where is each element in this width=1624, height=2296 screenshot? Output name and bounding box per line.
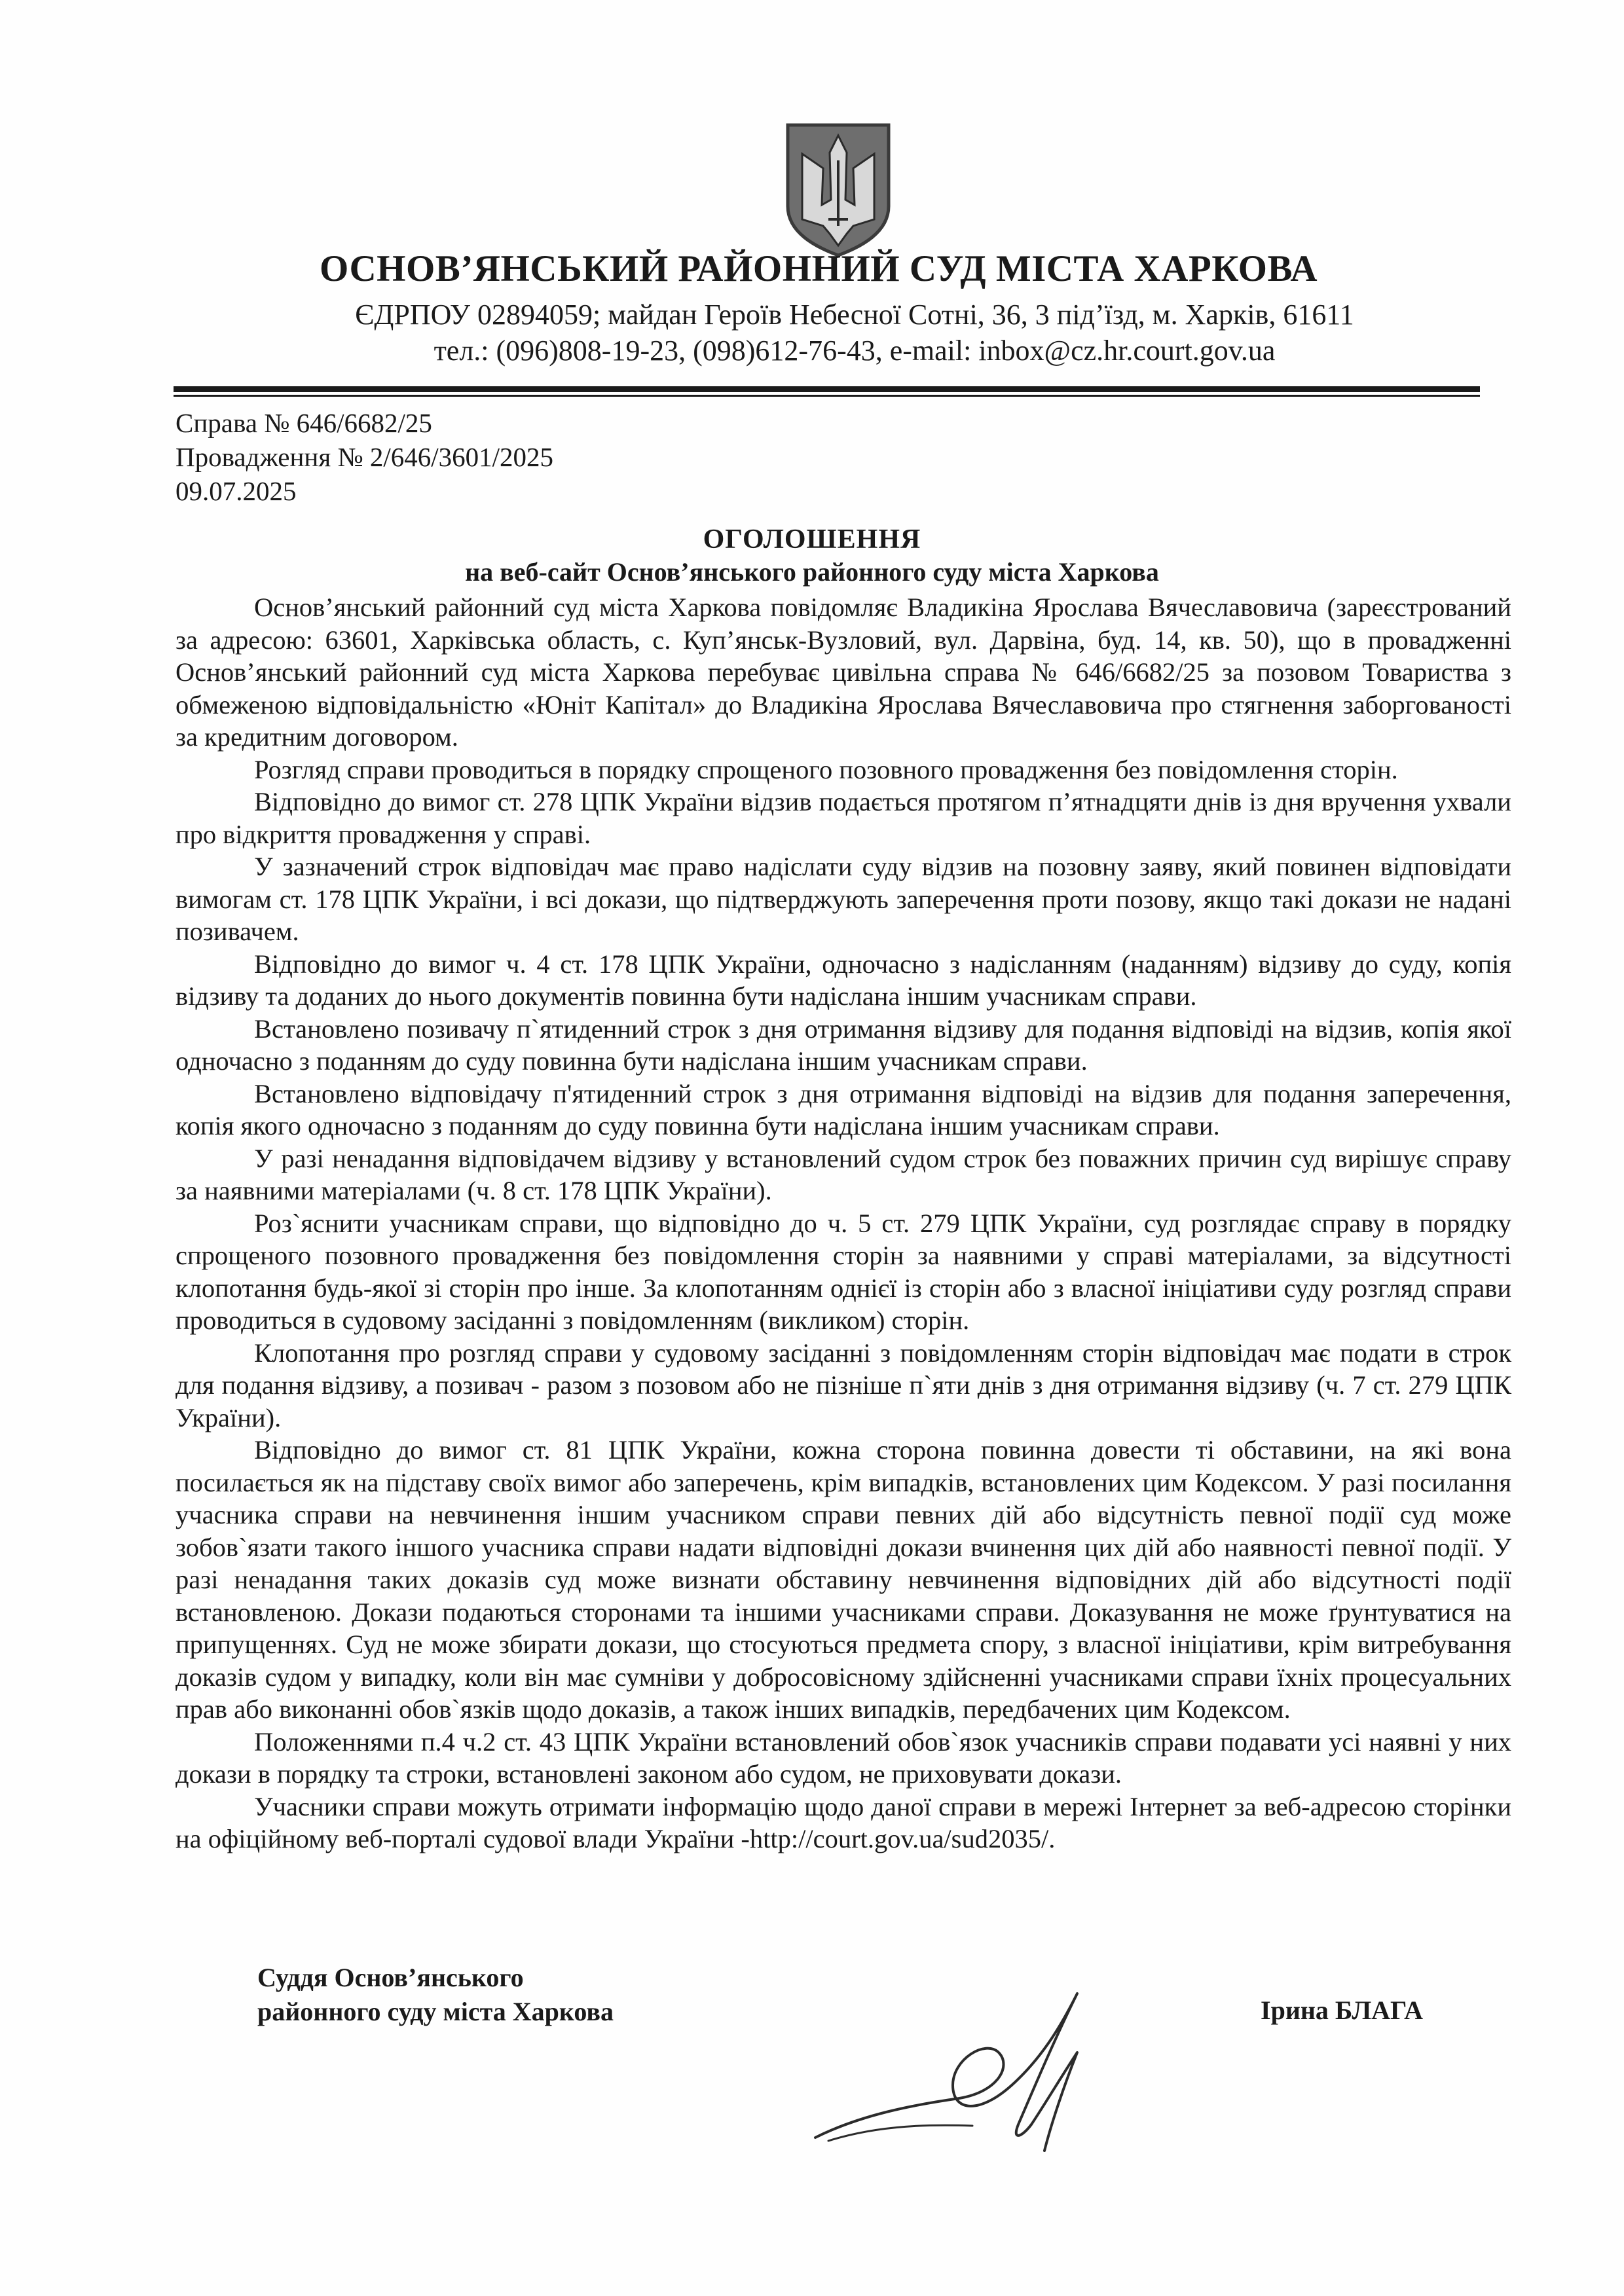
notice-paragraph: У зазначений строк відповідач має право надіслати суду відзив на позовну заяву, який повинен відповідати вимогам ст. 178 ЦПК України, і всі докази, що підтверджують заперечення проти позову, якщо такі докази не надані позивачем.: [175, 852, 1511, 946]
notice-paragraph: Відповідно до вимог ст. 81 ЦПК України, кожна сторона повинна довести ті обставини, на які вона посилається як на підставу своїх вимог або заперечень, крім випадків, встановлених цим Кодексом. У разі посилання учасника справи на невчинення іншим учасником справи певних дій або відсутність певної події суд може зобов`язати такого іншого учасника справи надати відповідні докази вчинення цих дій або наявності певної події. У разі ненадання таких доказів суд може визнати обставину невчинення відповідних дій або відсутності події встановленою. Докази подаються сторонами та іншими учасниками справи. Доказування не може ґрунтуватися на припущеннях. Суд не може збирати докази, що стосуються предмета спору, з власної ініціативи, крім витребування доказів судом у випадку, коли він має сумніви у добросовісному здійсненні учасниками справи їхніх процесуальних прав або виконанні обов`язків щодо доказів, а також інших випадків, передбачених цим Кодексом.: [175, 1435, 1511, 1724]
court-name: ОСНОВ’ЯНСЬКИЙ РАЙОННИЙ СУД МІСТА ХАРКОВА: [319, 248, 1318, 289]
notice-paragraph: У разі ненадання відповідачем відзиву у встановлений судом строк без поважних причин суд вирішує справу за наявними матеріалами (ч. 8 ст. 178 ЦПК України).: [175, 1143, 1511, 1205]
judge-position-line-2: районного суду міста Харкова: [257, 1997, 614, 2026]
proceeding-number: Провадження № 2/646/3601/2025: [175, 442, 554, 472]
header-divider-thick: [174, 386, 1480, 392]
court-address: ЄДРПОУ 02894059; майдан Героїв Небесної Сотні, 36, 3 під’їзд, м. Харків, 61611: [355, 299, 1354, 331]
notice-paragraph: Встановлено відповідачу п'ятиденний строк з дня отримання відповіді на відзив для подання заперечення, копія якого одночасно з поданням до суду повинна бути надіслана іншим учасникам справи.: [175, 1078, 1511, 1140]
case-metadata: [175, 406, 553, 508]
notice-paragraph: Клопотання про розгляд справи у судовому засіданні з повідомленням сторін відповідач має подати в строк для подання відзиву, а позивач - разом з позовом або не пізніше п`яти днів з дня отримання відзиву (ч. 7 ст. 279 ЦПК України).: [175, 1338, 1511, 1432]
judge-position-line-1: Суддя Основ’янського: [257, 1963, 524, 1992]
notice-paragraph: Відповідно до вимог ст. 278 ЦПК України відзив подається протягом п’ятнадцяти днів із дня вручення ухвали про відкриття провадження у справі.: [175, 787, 1511, 849]
notice-paragraph: Розгляд справи проводиться в порядку спрощеного позовного провадження без повідомлення сторін.: [254, 754, 1398, 784]
notice-paragraph: Роз`яснити учасникам справи, що відповідно до ч. 5 ст. 279 ЦПК України, суд розглядає справу в порядку спрощеного позовного провадження без повідомлення сторін за наявними у справі матеріалами, за відсутності клопотання будь-якої зі сторін про інше. За клопотанням однієї із сторін або з власної ініціативи суду розгляд справи проводиться в судовому засіданні з повідомленням (викликом) сторін.: [175, 1208, 1511, 1335]
notice-subtitle: на веб-сайт Основ’янського районного суду міста Харкова: [465, 557, 1159, 587]
header-divider-thin: [174, 395, 1480, 397]
notice-paragraph: Основ’янський районний суд міста Харкова повідомляє Владикіна Ярослава Вячеславовича (зареєстрований за адресою: 63601, Харківська область, с. Куп’янськ-Вузловий, вул. Дарвіна, буд. 14, кв. 50), що в провадженні Основ’янський районний суд міста Харкова перебуває цивільна справа № 646/6682/25 за позовом Товариства з обмеженою відповідальністю «Юніт Капітал» до Владикіна Ярослава Вячеславовича про стягнення заборгованості за кредитним договором.: [175, 592, 1511, 752]
court-contacts: тел.: (096)808-19-23, (098)612-76-43, e-mail: inbox@cz.hr.court.gov.ua: [434, 335, 1276, 367]
handwritten-signature-icon: [802, 1974, 1110, 2164]
notice-paragraph: Положеннями п.4 ч.2 ст. 43 ЦПК України встановлений обов`язок учасників справи подавати усі наявні у них докази в порядку та строки, встановлені законом або судом, не приховувати докази.: [175, 1726, 1511, 1789]
trident-coat-of-arms-icon: [783, 121, 894, 259]
notice-title: ОГОЛОШЕННЯ: [703, 524, 921, 555]
judge-name: Ірина БЛАГА: [1261, 1995, 1424, 2025]
notice-paragraph: Встановлено позивачу п`ятиденний строк з дня отримання відзиву для подання відповіді на відзив, копія якої одночасно з поданням до суду повинна бути надіслана іншим учасникам справи.: [175, 1013, 1511, 1076]
notice-paragraph: Учасники справи можуть отримати інформацію щодо даної справи в мережі Інтернет за веб-адресою сторінки на офіційному веб-порталі судової влади України -http://court.gov.ua/sud2035/.: [175, 1791, 1511, 1853]
notice-paragraph: Відповідно до вимог ч. 4 ст. 178 ЦПК України, одночасно з надісланням (наданням) відзиву до суду, копія відзиву та доданих до нього документів повинна бути надіслана іншим учасникам справи.: [175, 949, 1511, 1011]
case-number: Справа № 646/6682/25: [175, 408, 432, 438]
notice-body: [175, 591, 1511, 1855]
document-date: 09.07.2025: [175, 476, 297, 506]
judge-position: [257, 1961, 614, 2029]
